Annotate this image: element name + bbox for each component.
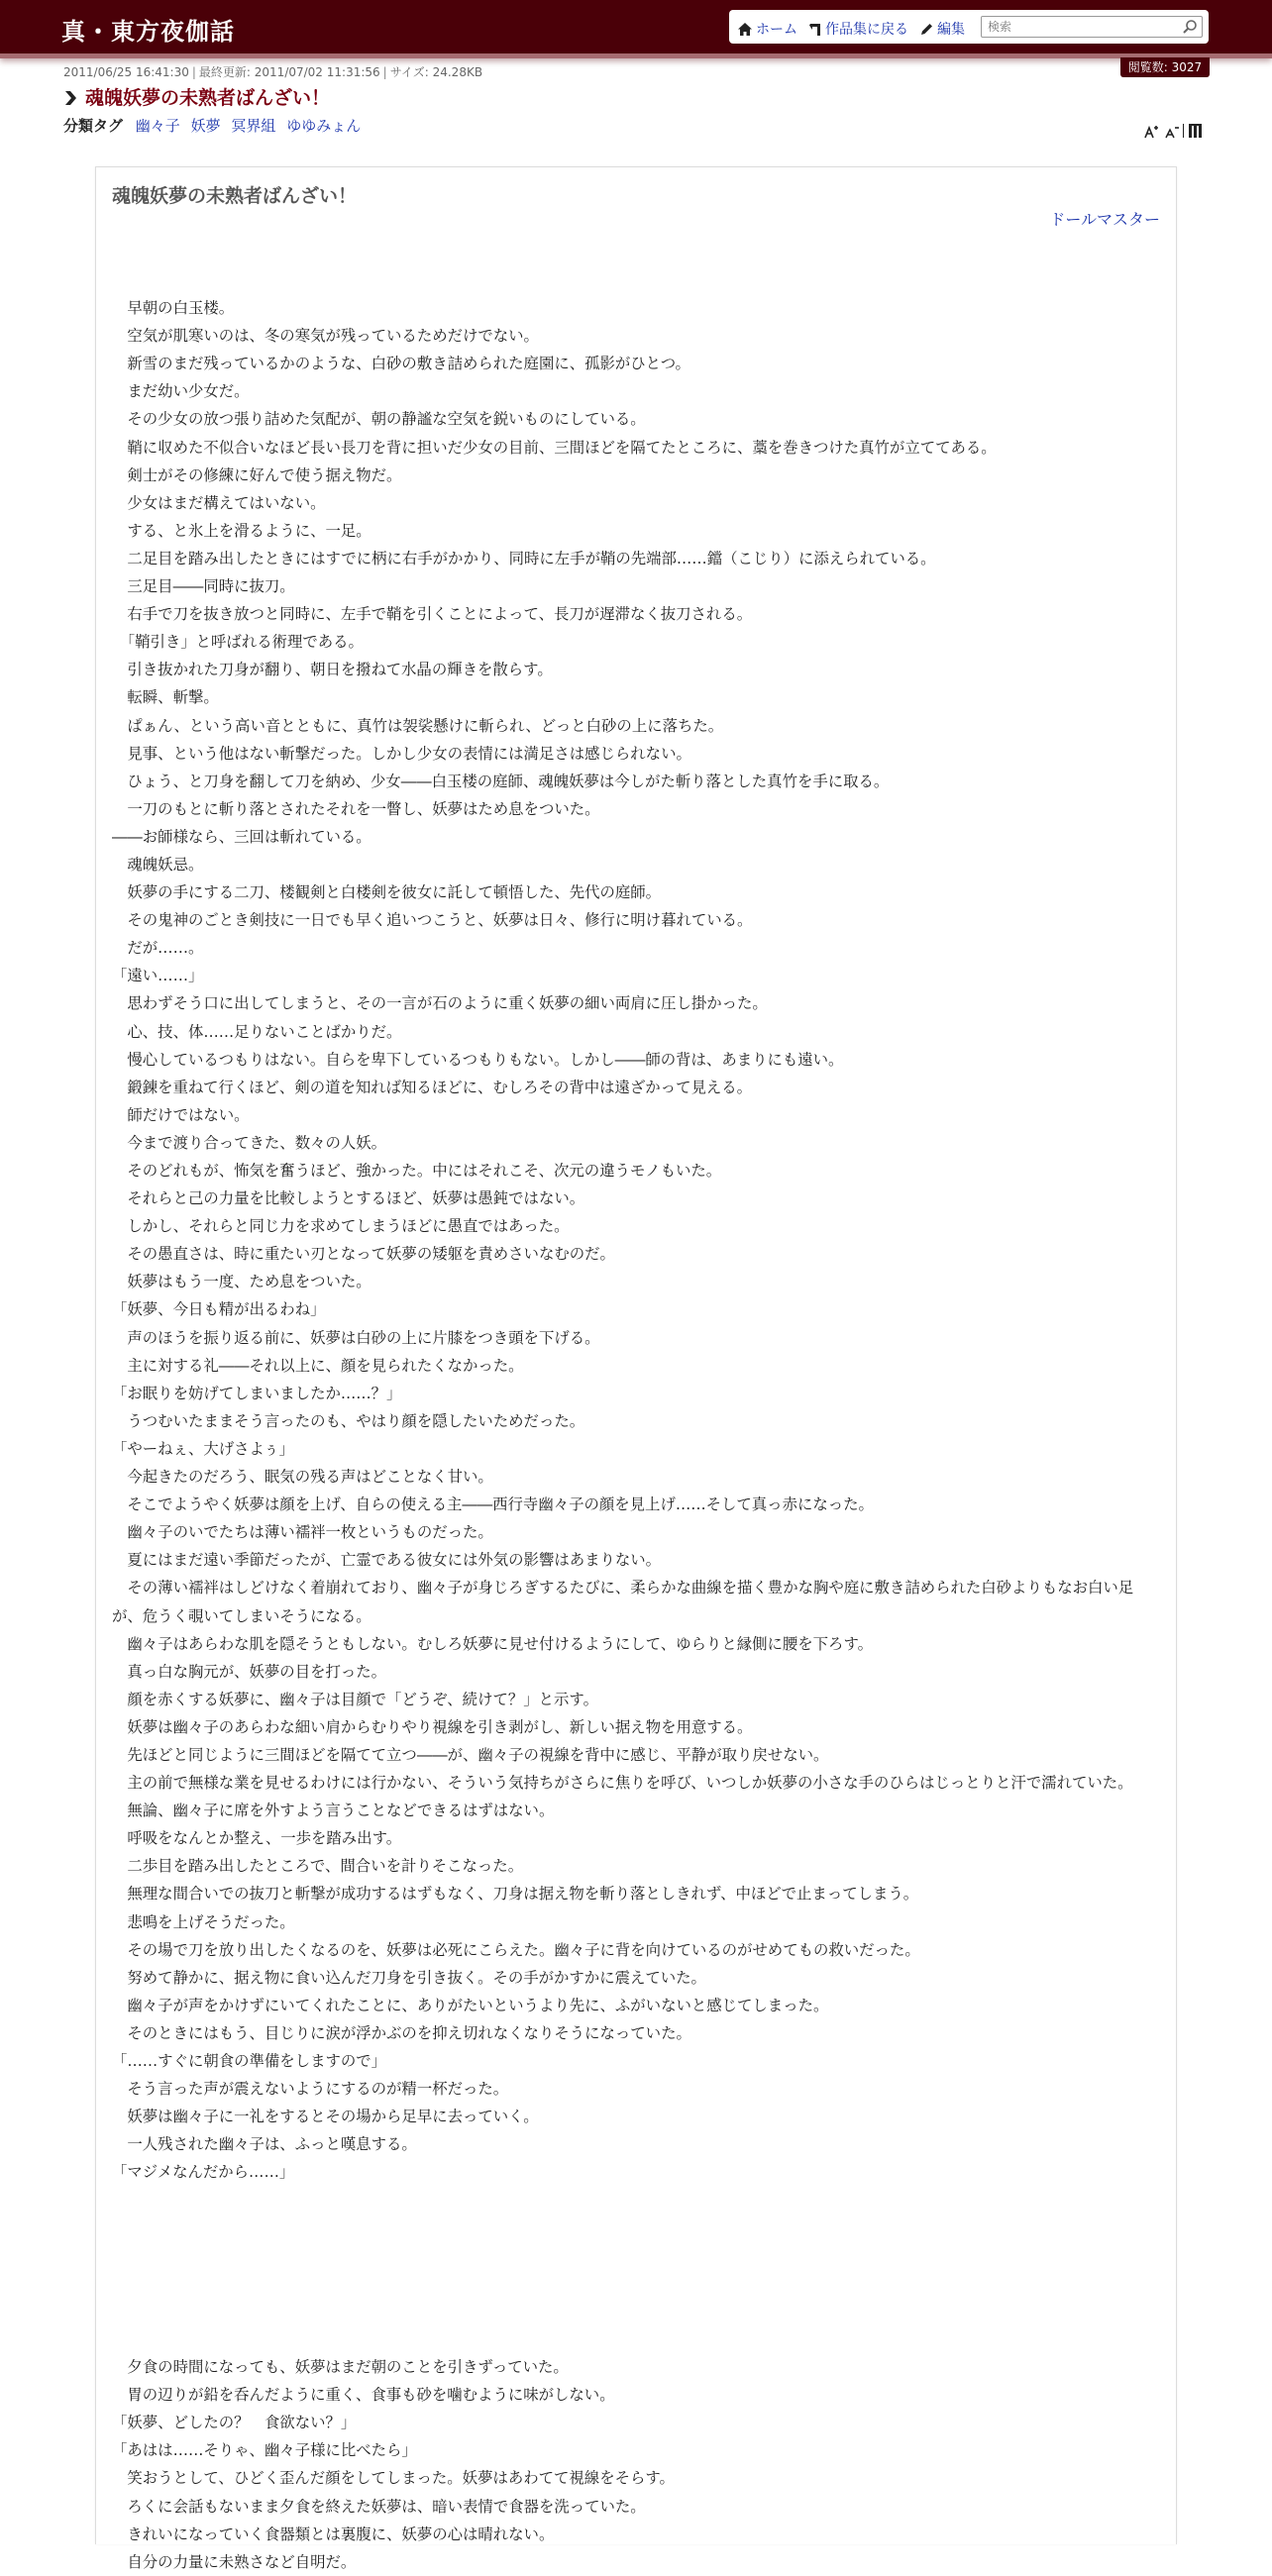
story-line: 慢心しているつもりはない。自らを卑下しているつもりもない。しかし――師の背は、あまりにも遠い。: [112, 1050, 844, 1069]
layout-toggle-icon[interactable]: [1188, 123, 1204, 143]
story-line: 幽々子のいでたちは薄い襦袢一枚というものだった。: [112, 1523, 493, 1542]
view-count-badge: 閲覧数: 3027: [1120, 57, 1210, 77]
tag-link[interactable]: ゆゆみょん: [286, 117, 362, 135]
story-line: 三足目――同時に抜刀。: [112, 577, 295, 596]
return-arrow-icon: [808, 22, 822, 37]
story-line: 無理な間合いでの抜刀と斬撃が成功するはずもなく、刀身は据え物を斬り落としきれず、中ほどで止まってしまう。: [112, 1885, 919, 1904]
story-line: 無論、幽々子に席を外すよう言うことなどできるはずはない。: [112, 1802, 555, 1820]
story-line: 転瞬、斬撃。: [112, 688, 219, 707]
post-meta: [63, 63, 482, 80]
story-line: 妖夢は幽々子に一礼をするとその場から足早に去っていく。: [112, 2108, 539, 2126]
search-box: [981, 16, 1203, 38]
nav-bar: [729, 10, 1209, 44]
story-line: 鞘に収めた不似合いなほど長い長刀を背に担いだ少女の目前、三間ほどを隔てたところに、藁を巻きつけた真竹が立ててある。: [112, 438, 997, 457]
story-line: そこでようやく妖夢は顔を上げ、自らの使える主――西行寺幽々子の顔を見上げ……そして真っ赤になった。: [112, 1495, 874, 1514]
story-line: ひょう、と刀身を翻して刀を納め、少女――白玉楼の庭師、魂魄妖夢は今しがた斬り落とした真竹を手に取る。: [112, 772, 890, 790]
updated-date: 最終更新: 2011/07/02 11:31:56: [198, 65, 380, 79]
tag-label: 分類タグ: [63, 117, 124, 135]
story-line: 真っ白な胸元が、妖夢の目を打った。: [112, 1662, 387, 1681]
story-line: 今まで渡り合ってきた、数々の人妖。: [112, 1133, 387, 1152]
story-line: きれいになっていく食器類とは裏腹に、妖夢の心は晴れない。: [112, 2524, 555, 2543]
tag-link[interactable]: 幽々子: [135, 117, 180, 135]
story-line: 先ほどと同じように三間ほどを隔てて立つ――が、幽々子の視線を背中に感じ、平静が取り戻せない。: [112, 1745, 829, 1764]
story-line: 「……すぐに朝食の準備をしますので」: [112, 2052, 387, 2070]
story-text: [112, 266, 1160, 2576]
story-line: ろくに会話もないまま夕食を終えた妖夢は、暗い表情で食器を洗っていた。: [112, 2497, 646, 2516]
story-line: 引き抜かれた刀身が翻り、朝日を撥ねて水晶の輝きを散らす。: [112, 661, 553, 679]
story-line: 心、技、体……足りないことばかりだ。: [112, 1022, 402, 1041]
story-line: 「あはは……そりゃ、幽々子様に比べたら」: [112, 2441, 417, 2460]
story-line: 右手で刀を抜き放つと同時に、左手で鞘を引くことによって、長刀が遅滞なく抜刀される。: [112, 605, 753, 624]
story-line: 声のほうを振り返る前に、妖夢は白砂の上に片膝をつき頭を下げる。: [112, 1328, 600, 1347]
story-line: 「遠い……」: [112, 967, 204, 985]
story-line: 妖夢は幽々子のあらわな細い肩からむりやり視線を引き剥がし、新しい据え物を用意する。: [112, 1717, 753, 1736]
tag-link[interactable]: 冥界組: [231, 117, 276, 135]
story-line: 幽々子が声をかけずにいてくれたことに、ありがたいというより先に、ふがいないと感じてしまった。: [112, 1996, 829, 2014]
edit-label: 編集: [937, 22, 965, 38]
story-line: 努めて静かに、据え物に食い込んだ刀身を引き抜く。その手がかすかに震えていた。: [112, 1968, 706, 1987]
story-line: 主に対する礼――それ以上に、顔を見られたくなかった。: [112, 1356, 524, 1375]
story-line: 思わずそう口に出してしまうと、その一言が石のように重く妖夢の細い両肩に圧し掛かった。: [112, 994, 768, 1013]
story-line: 笑おうとして、ひどく歪んだ顔をしてしまった。妖夢はあわてて視線をそらす。: [112, 2469, 675, 2488]
story-line: 剣士がその修練に好んで使う据え物だ。: [112, 465, 402, 484]
work-title: 魂魄妖夢の未熟者ばんざい！: [112, 185, 358, 207]
story-line: 「やーねぇ、大げさよぅ」: [112, 1439, 295, 1458]
story-line: ぱぁん、という高い音とともに、真竹は袈裟懸けに斬られ、どっと白砂の上に落ちた。: [112, 716, 724, 735]
story-line: する、と氷上を滑るように、一足。: [112, 521, 371, 540]
page-title-text: 魂魄妖夢の未熟者ばんざい！: [85, 87, 331, 109]
story-line: その薄い襦袢はしどけなく着崩れており、幽々子が身じろぎするたびに、柔らかな曲線を描く豊かな胸や庭に敷き詰められた白砂よりもなお白い足が、危うく覗いてしまいそうになる。: [112, 1579, 1134, 1625]
story-line: それらと己の力量を比較しようとするほど、妖夢は愚鈍ではない。: [112, 1189, 585, 1208]
story-line: 夕食の時間になっても、妖夢はまだ朝のことを引きずっていた。: [112, 2358, 569, 2377]
story-line: 少女はまだ構えてはいない。: [112, 493, 326, 512]
story-line: 「マジメなんだから……」: [112, 2163, 295, 2182]
story-line: だが……。: [112, 939, 204, 958]
story-line: [112, 2270, 1160, 2298]
tag-link[interactable]: 妖夢: [190, 117, 221, 135]
story-line: [112, 2215, 1160, 2242]
story-line: その少女の放つ張り詰めた気配が、朝の静謐な空気を鋭いものにしている。: [112, 410, 646, 429]
story-line: [112, 2186, 1160, 2214]
work-panel: [95, 166, 1177, 2571]
site-title[interactable]: 真・東方夜伽話: [61, 18, 235, 46]
text-size-down-icon[interactable]: [1163, 123, 1181, 143]
story-line: そう言った声が震えないようにするのが精一杯だった。: [112, 2080, 509, 2099]
story-line: 顔を赤くする妖夢に、幽々子は目顔で「どうぞ、続けて？」と示す。: [112, 1690, 598, 1708]
story-line: 二足目を踏み出したときにはすでに柄に右手がかかり、同時に左手が鞘の先端部……鐺（こじり）に添えられている。: [112, 549, 936, 567]
story-line: [112, 2298, 1160, 2325]
pencil-icon: [919, 22, 934, 37]
search-input[interactable]: [986, 17, 1178, 37]
story-line: 早朝の白玉楼。: [112, 299, 235, 318]
posted-date: 2011/06/25 16:41:30: [63, 65, 189, 79]
home-label: ホーム: [756, 22, 797, 38]
story-line: 一人残された幽々子は、ふっと嘆息する。: [112, 2135, 417, 2154]
story-line: 鍛錬を重ねて行くほど、剣の道を知れば知るほどに、むしろその背中は遠ざかって見える。: [112, 1078, 753, 1096]
story-line: 夏にはまだ遠い季節だったが、亡霊である彼女には外気の影響はあまりない。: [112, 1551, 662, 1570]
story-line: 空気が肌寒いのは、冬の寒気が残っているためだけでない。: [112, 327, 539, 346]
story-line: 「妖夢、今日も精が出るわね」: [112, 1300, 326, 1319]
file-size: サイズ: 24.28KB: [389, 65, 483, 79]
page-title: [63, 83, 330, 111]
story-line: 「鞘引き」と呼ばれる術理である。: [112, 633, 364, 652]
story-line: [112, 266, 1160, 294]
divider: [1182, 123, 1185, 143]
story-line: 「妖夢、どしたの？ 食欲ない？」: [112, 2414, 357, 2432]
story-line: [112, 2325, 1160, 2353]
story-line: 一刀のもとに斬り落とされたそれを一瞥し、妖夢はため息をついた。: [112, 799, 600, 818]
story-line: その愚直さは、時に重たい刃となって妖夢の矮躯を責めさいなむのだ。: [112, 1245, 615, 1264]
home-icon: [737, 22, 753, 37]
story-line: [112, 2242, 1160, 2270]
view-tools: [1142, 123, 1206, 141]
story-line: ――お師様なら、三回は斬れている。: [112, 827, 371, 846]
back-label: 作品集に戻る: [825, 22, 908, 38]
story-line: 新雪のまだ残っているかのような、白砂の敷き詰められた庭園に、孤影がひとつ。: [112, 355, 690, 373]
story-line: 幽々子はあらわな肌を隠そうともしない。むしろ妖夢に見せ付けるようにして、ゆらりと縁側に腰を下ろす。: [112, 1634, 873, 1653]
story-line: そのときにはもう、目じりに涙が浮かぶのを抑え切れなくなりそうになっていた。: [112, 2023, 691, 2042]
author-link[interactable]: ドールマスター: [1049, 210, 1160, 229]
back-to-collection-link[interactable]: [808, 19, 908, 39]
divider: |: [382, 65, 387, 79]
story-line: 二歩目を踏み出したところで、間合いを計りそこなった。: [112, 1857, 524, 1876]
story-line: 「お眠りを妨げてしまいましたか……？」: [112, 1384, 402, 1402]
story-line: 妖夢の手にする二刀、楼観剣と白楼剣を彼女に託して頓悟した、先代の庭師。: [112, 883, 662, 902]
story-line: その鬼神のごとき剣技に一日でも早く追いつこうと、妖夢は日々、修行に明け暮れている。: [112, 911, 753, 930]
edit-link[interactable]: [919, 19, 965, 39]
story-line: その場で刀を放り出したくなるのを、妖夢は必死にこらえた。幽々子に背を向けているのがせめてもの救いだった。: [112, 1940, 920, 1959]
story-line: しかし、それらと同じ力を求めてしまうほどに愚直ではあった。: [112, 1217, 570, 1236]
story-line: 魂魄妖忌。: [112, 855, 204, 874]
story-line: 妖夢はもう一度、ため息をついた。: [112, 1273, 371, 1291]
story-line: 師だけではない。: [112, 1105, 250, 1124]
story-line: 呼吸をなんとか整え、一歩を踏み出す。: [112, 1829, 402, 1848]
story-line: 自分の力量に未熟さなど自明だ。: [112, 2552, 357, 2571]
chevron-right-icon: [63, 89, 77, 111]
divider: |: [191, 65, 196, 79]
story-line: うつむいたままそう言ったのも、やはり顔を隠したいためだった。: [112, 1411, 585, 1430]
text-size-up-icon[interactable]: [1142, 123, 1160, 143]
tag-list: [63, 115, 367, 136]
home-link[interactable]: [737, 19, 797, 39]
story-line: 胃の辺りが鉛を呑んだように重く、食事も砂を噛むように味がしない。: [112, 2386, 615, 2405]
story-line: 主の前で無様な業を見せるわけには行かない、そういう気持ちがさらに焦りを呼び、いつしか妖夢の小さな手のひらはじっとりと汗で濡れていた。: [112, 1774, 1133, 1793]
story-line: まだ幼い少女だ。: [112, 382, 250, 401]
story-line: 見事、という他はない斬撃だった。しかし少女の表情には満足さは感じられない。: [112, 744, 691, 763]
story-line: そのどれもが、怖気を奮うほど、強かった。中にはそれこそ、次元の違うモノもいた。: [112, 1162, 722, 1180]
site-header: [0, 0, 1272, 58]
story-line: 悲鳴を上げそうだった。: [112, 1912, 295, 1931]
search-icon[interactable]: [1182, 19, 1198, 39]
story-line: 今起きたのだろう、眠気の残る声はどことなく甘い。: [112, 1468, 493, 1487]
